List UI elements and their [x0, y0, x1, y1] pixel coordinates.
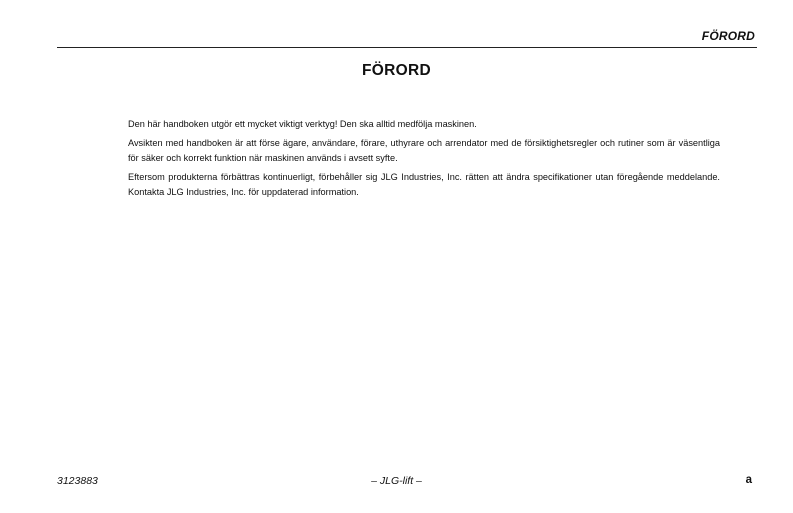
paragraph-disclaimer: Eftersom produkterna förbättras kontinuerligt, förbehåller sig JLG Industries, Inc. rätten att ändra specifikationer utan föregående meddelande. Kontakta JLG Industries, Inc. för uppdaterad information. [128, 172, 720, 197]
header-divider [57, 47, 757, 48]
paragraph-purpose: Avsikten med handboken är att förse ägare, användare, förare, uthyrare och arrendator med de försiktighetsregler och rutiner som är väsentliga för säker och korrekt funktion när maskinen används i avsett syfte. [128, 138, 720, 163]
footer-document-number: 3123883 [57, 475, 98, 487]
paragraph-intro: Den här handboken utgör ett mycket viktigt verktyg! Den ska alltid medfölja maskinen. [128, 119, 477, 129]
footer-page-label: a [745, 474, 752, 486]
preface-body [128, 117, 720, 204]
page-title: FÖRORD [362, 62, 431, 79]
footer-center-text: – JLG-lift – [371, 475, 422, 487]
running-header: FÖRORD [701, 29, 755, 43]
